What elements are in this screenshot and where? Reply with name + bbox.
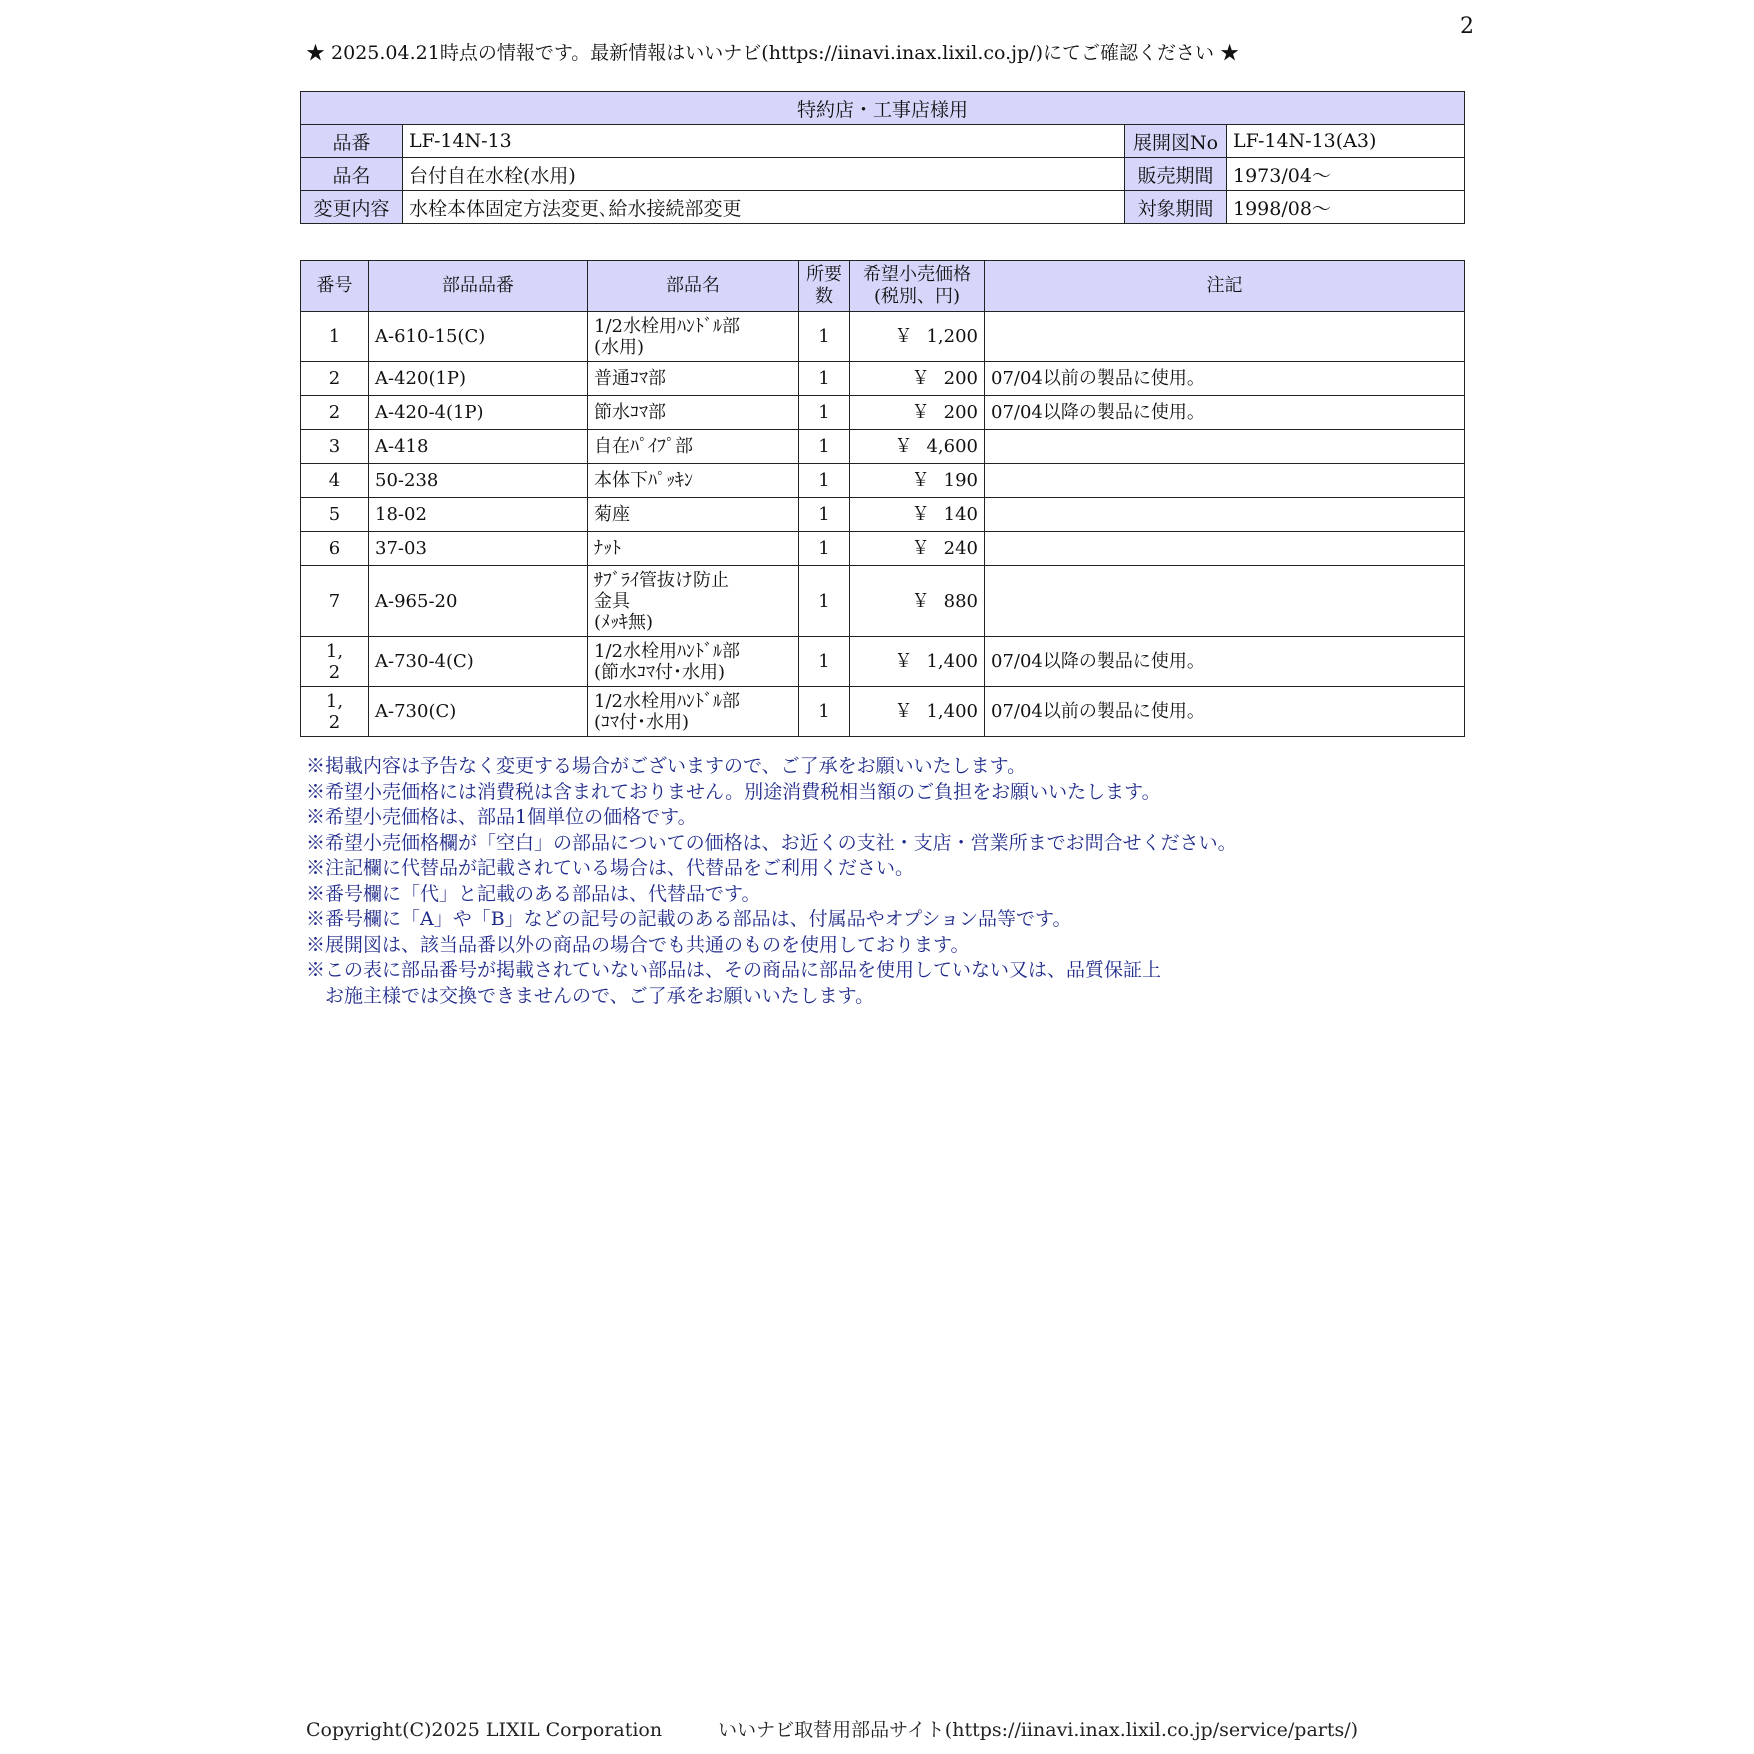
part-number: 50-238 [369,464,588,498]
header-quantity [799,261,850,312]
header-number: 番号 [301,261,369,312]
product-info-table [300,91,1465,224]
part-note [985,532,1465,566]
price-value: 1,400 [926,701,978,722]
header-part-name: 部品名 [588,261,799,312]
part-name [588,464,799,498]
part-price [850,430,985,464]
table-row [301,498,1465,532]
price-value: 4,600 [926,436,978,457]
part-name [588,430,799,464]
part-quantity: 1 [799,687,850,737]
info-label: 変更内容 [301,191,403,224]
info-value: 1973/04～ [1227,158,1465,191]
page-number: 2 [1460,14,1474,39]
part-name-line: 1/2水栓用ﾊﾝﾄﾞﾙ部 [594,315,740,337]
header-price-line2: (税別、円) [873,286,961,307]
dealer-title: 特約店・工事店様用 [301,92,1465,125]
table-row [301,637,1465,687]
part-price [850,637,985,687]
part-quantity: 1 [799,396,850,430]
part-name-line: 1/2水栓用ﾊﾝﾄﾞﾙ部 [594,640,740,662]
part-name-line: 本体下ﾊﾟｯｷﾝ [594,470,693,491]
note-line: ※掲載内容は予告なく変更する場合がございますので、ご了承をお願いいたします。 [306,755,1027,777]
info-value: LF-14N-13 [403,125,1125,158]
info-value: 水栓本体固定方法変更､給水接続部変更 [403,191,1125,224]
part-index-line: 3 [328,436,341,457]
part-number: A-420(1P) [369,362,588,396]
part-name [588,396,799,430]
part-index-line: 1 [328,326,341,347]
part-price [850,362,985,396]
table-row [301,566,1465,637]
part-name-line: 普通ｺﾏ部 [594,368,666,389]
part-number: A-610-15(C) [369,312,588,362]
price-value: 240 [943,538,978,559]
table-row [301,396,1465,430]
part-index-line: 2 [328,402,341,423]
part-name [588,566,799,637]
table-row [301,687,1465,737]
part-price [850,312,985,362]
part-index [301,687,369,737]
note-line: ※番号欄に「代」と記載のある部品は、代替品です。 [306,882,761,905]
part-name-line: 自在ﾊﾟｲﾌﾟ部 [594,436,693,457]
part-price [850,566,985,637]
part-name [588,687,799,737]
note-line: ※希望小売価格欄が「空白」の部品についての価格は、お近くの支社・支店・営業所までお問合せください。 [306,831,1237,854]
note-line: ※番号欄に「A」や「B」などの記号の記載のある部品は、付属品やオプション品等です。 [306,908,1072,930]
note-line: ※この表に部品番号が掲載されていない部品は、その商品に部品を使用していない又は、品質保証上 [306,959,1162,981]
part-index [301,637,369,687]
header-price [850,261,985,312]
part-index [301,532,369,566]
part-note [985,430,1465,464]
part-name-line: 節水ｺﾏ部 [594,402,666,423]
info-row-product-number [301,125,1465,158]
part-price [850,464,985,498]
part-quantity: 1 [799,430,850,464]
part-index-line: 7 [328,590,341,612]
part-price [850,498,985,532]
part-index [301,498,369,532]
part-number: A-418 [369,430,588,464]
yen-symbol: ￥ [911,470,930,491]
table-row [301,430,1465,464]
price-value: 1,400 [926,651,978,672]
part-note [985,464,1465,498]
part-number: A-730(C) [369,687,588,737]
yen-symbol: ￥ [911,538,930,559]
header-quantity-line2: 数 [815,286,833,307]
part-price [850,396,985,430]
price-value: 190 [943,470,978,491]
info-date-notice: ★ 2025.04.21時点の情報です。最新情報はいいナビ(https://iinavi.inax.lixil.co.jp/)にてご確認ください ★ [306,42,1240,64]
part-index-line: 5 [328,504,341,525]
part-index-line: 6 [328,538,341,559]
part-quantity: 1 [799,532,850,566]
table-row [301,312,1465,362]
part-price [850,687,985,737]
part-index [301,362,369,396]
part-name-line: ﾅｯﾄ [594,538,621,559]
table-row [301,532,1465,566]
part-index [301,396,369,430]
parts-site-link[interactable]: いいナビ取替用部品サイト(https://iinavi.inax.lixil.co.jp/service/parts/) [718,1719,1359,1741]
part-name-line: (ﾒｯｷ無) [594,611,654,633]
part-quantity: 1 [799,637,850,687]
info-row-changes [301,191,1465,224]
info-label: 対象期間 [1125,191,1227,224]
yen-symbol: ￥ [894,436,913,457]
part-name [588,362,799,396]
part-index-line: 1, [325,690,344,712]
part-name-line: (水用) [594,336,645,358]
info-value: 台付自在水栓(水用) [403,158,1125,191]
part-note [985,312,1465,362]
part-index-line: 2 [328,661,341,683]
yen-symbol: ￥ [911,402,930,423]
part-number: 37-03 [369,532,588,566]
yen-symbol: ￥ [894,701,913,722]
part-quantity: 1 [799,362,850,396]
yen-symbol: ￥ [911,590,930,612]
header-quantity-line1: 所要 [806,264,842,285]
part-name [588,532,799,566]
price-value: 140 [943,504,978,525]
part-name [588,498,799,532]
part-quantity: 1 [799,312,850,362]
info-value: LF-14N-13(A3) [1227,125,1465,158]
part-index-line: 2 [328,368,341,389]
part-index [301,566,369,637]
part-index [301,312,369,362]
part-quantity: 1 [799,464,850,498]
part-index [301,430,369,464]
note-line: お施主様では交換できませんので、ご了承をお願いいたします。 [306,984,875,1007]
parts-header-row [301,261,1465,312]
info-row-product-name [301,158,1465,191]
part-number: A-965-20 [369,566,588,637]
note-line: ※展開図は、該当品番以外の商品の場合でも共通のものを使用しております。 [306,933,970,956]
part-quantity: 1 [799,566,850,637]
header-note: 注記 [985,261,1465,312]
header-price-line1: 希望小売価格 [863,264,971,285]
part-note: 07/04以前の製品に使用。 [985,687,1465,737]
part-quantity: 1 [799,498,850,532]
disclaimer-notes [306,754,1237,1009]
part-price [850,532,985,566]
parts-table [300,260,1465,737]
part-note [985,566,1465,637]
price-value: 1,200 [926,326,978,347]
header-part-number: 部品品番 [369,261,588,312]
part-note: 07/04以降の製品に使用。 [985,637,1465,687]
footer [306,1715,1358,1742]
info-label: 展開図No [1125,125,1227,158]
part-name-line: (節水ｺﾏ付･水用) [594,661,726,683]
part-name [588,312,799,362]
yen-symbol: ￥ [911,368,930,389]
note-line: ※希望小売価格には消費税は含まれておりません。別途消費税相当額のご負担をお願いいたします。 [306,780,1161,803]
price-value: 200 [943,368,978,389]
yen-symbol: ￥ [911,504,930,525]
part-index-line: 2 [328,711,341,733]
price-value: 880 [943,590,978,612]
yen-symbol: ￥ [894,326,913,347]
part-note [985,498,1465,532]
part-name-line: (ｺﾏ付･水用) [594,711,690,733]
info-label: 品番 [301,125,403,158]
part-name [588,637,799,687]
part-note: 07/04以降の製品に使用。 [985,396,1465,430]
info-label: 品名 [301,158,403,191]
part-name-line: ｻﾌﾞﾗｲ管抜け防止 [594,569,729,591]
info-value: 1998/08～ [1227,191,1465,224]
part-name-line: 1/2水栓用ﾊﾝﾄﾞﾙ部 [594,690,740,712]
part-index [301,464,369,498]
note-line: ※注記欄に代替品が記載されている場合は、代替品をご利用ください。 [306,857,915,879]
info-label: 販売期間 [1125,158,1227,191]
part-name-line: 金具 [594,590,630,612]
part-index-line: 1, [325,640,344,662]
yen-symbol: ￥ [894,651,913,672]
part-number: 18-02 [369,498,588,532]
price-value: 200 [943,402,978,423]
part-number: A-420-4(1P) [369,396,588,430]
table-row [301,464,1465,498]
table-row [301,362,1465,396]
part-number: A-730-4(C) [369,637,588,687]
part-name-line: 菊座 [594,504,630,525]
part-index-line: 4 [328,470,341,491]
parts-body [301,312,1465,737]
note-line: ※希望小売価格は、部品1個単位の価格です。 [306,806,697,828]
part-note: 07/04以前の製品に使用。 [985,362,1465,396]
copyright: Copyright(C)2025 LIXIL Corporation [306,1719,663,1741]
